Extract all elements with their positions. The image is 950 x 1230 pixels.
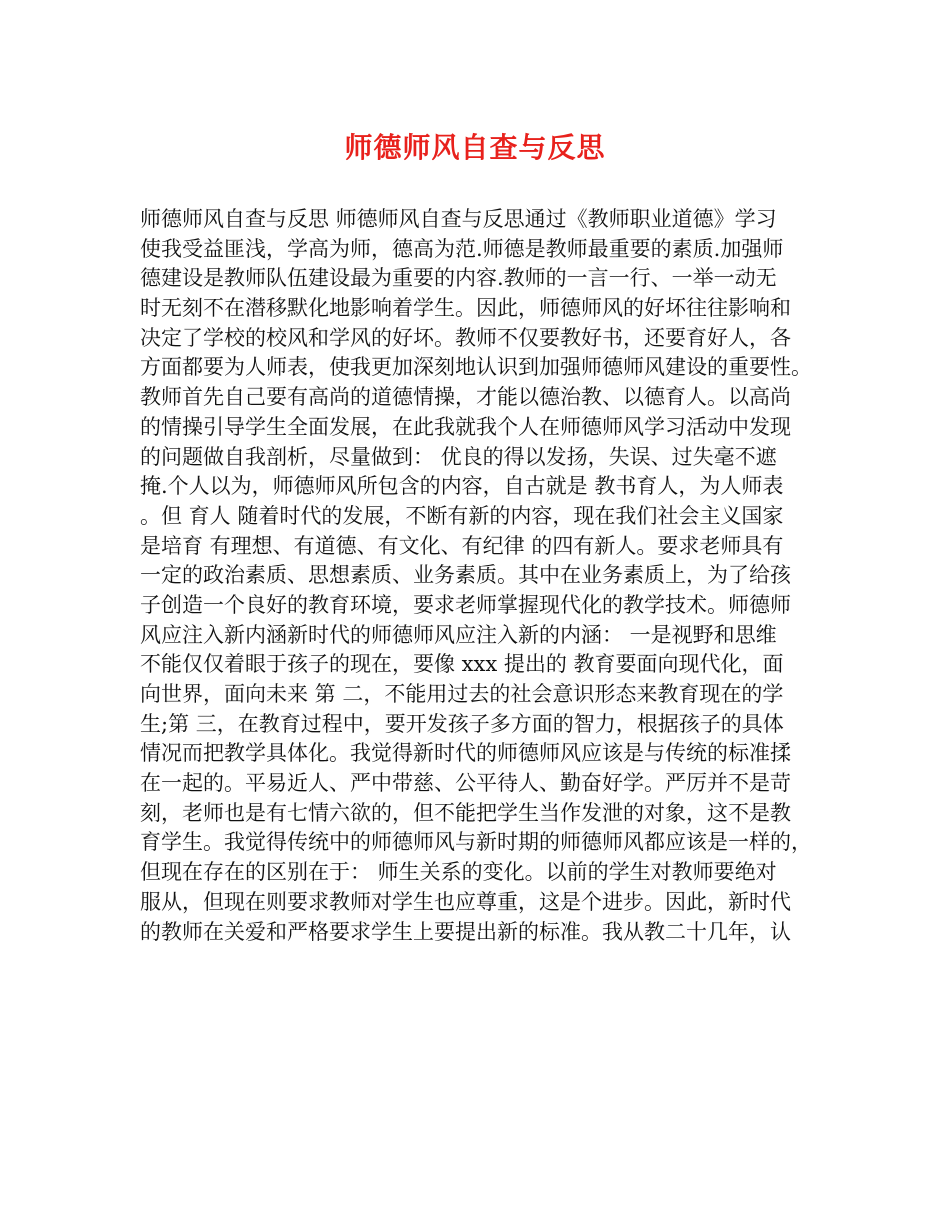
paragraph-line: 时无刻不在潜移默化地影响着学生。因此，师德师风的好坏往往影响和 xyxy=(140,296,791,321)
paragraph-line: 教师首先自己要有高尚的道德情操，才能以德治教、以德育人。以高尚 xyxy=(140,385,791,410)
paragraph-line: 在一起的。平易近人、严中带慈、公平待人、勤奋好学。严厉并不是苛 xyxy=(140,771,791,796)
paragraph-line: 一定的政治素质、思想素质、业务素质。其中在业务素质上，为了给孩 xyxy=(140,563,791,588)
paragraph-line: 的教师在关爱和严格要求学生上要提出新的标准。我从教二十几年，认 xyxy=(140,919,791,944)
paragraph-line: 服从，但现在则要求教师对学生也应尊重，这是个进步。因此，新时代 xyxy=(140,889,791,914)
paragraph-line: 是培育 有理想、有道德、有文化、有纪律 的四有新人。要求老师具有 xyxy=(140,533,784,558)
paragraph-line: 的情操引导学生全面发展，在此我就我个人在师德师风学习活动中发现 xyxy=(140,414,791,439)
paragraph-line: 师德师风自查与反思 师德师风自查与反思通过《教师职业道德》学习 xyxy=(140,207,777,231)
paragraph-line: 子创造一个良好的教育环境，要求老师掌握现代化的教学技术。师德师 xyxy=(140,592,791,617)
paragraph-line: 风应注入新内涵新时代的师德师风应注入新的内涵： 一是视野和思维 xyxy=(140,622,777,647)
paragraph-line: 的问题做自我剖析，尽量做到： 优良的得以发扬，失误、过失毫不遮 xyxy=(140,444,777,469)
paragraph-line: 方面都要为人师表，使我更加深刻地认识到加强师德师风建设的重要性。 xyxy=(140,355,812,380)
paragraph-line: 使我受益匪浅，学高为师，德高为范.师德是教师最重要的素质.加强师 xyxy=(140,236,784,261)
document-body xyxy=(140,205,820,947)
document-title: 师德师风自查与反思 xyxy=(344,131,606,164)
paragraph-line: 德建设是教师队伍建设最为重要的内容.教师的一言一行、一举一动无 xyxy=(140,266,777,291)
paragraph-line: 决定了学校的校风和学风的好坏。教师不仅要教好书，还要育好人，各 xyxy=(140,325,791,350)
paragraph-line: 育学生。我觉得传统中的师德师风与新时期的师德师风都应该是一样的， xyxy=(140,830,812,855)
paragraph-line: 情况而把教学具体化。我觉得新时代的师德师风应该是与传统的标准揉 xyxy=(140,741,791,766)
paragraph-line: 但现在存在的区别在于： 师生关系的变化。以前的学生对教师要绝对 xyxy=(140,860,777,885)
paragraph-line: 不能仅仅着眼于孩子的现在，要像 xxx 提出的 教育要面向现代化，面 xyxy=(140,652,784,677)
paragraph-line: 生;第 三，在教育过程中，要开发孩子多方面的智力，根据孩子的具体 xyxy=(140,711,784,736)
paragraph-line: 。但 育人 随着时代的发展，不断有新的内容，现在我们社会主义国家 xyxy=(140,503,784,528)
paragraph-line: 向世界，面向未来 第 二，不能用过去的社会意识形态来教育现在的学 xyxy=(140,682,784,706)
paragraph-line: 掩.个人以为，师德师风所包含的内容，自古就是 教书育人，为人师表 xyxy=(140,474,784,499)
paragraph-line: 刻，老师也是有七情六欲的，但不能把学生当作发泄的对象，这不是教 xyxy=(140,800,791,825)
